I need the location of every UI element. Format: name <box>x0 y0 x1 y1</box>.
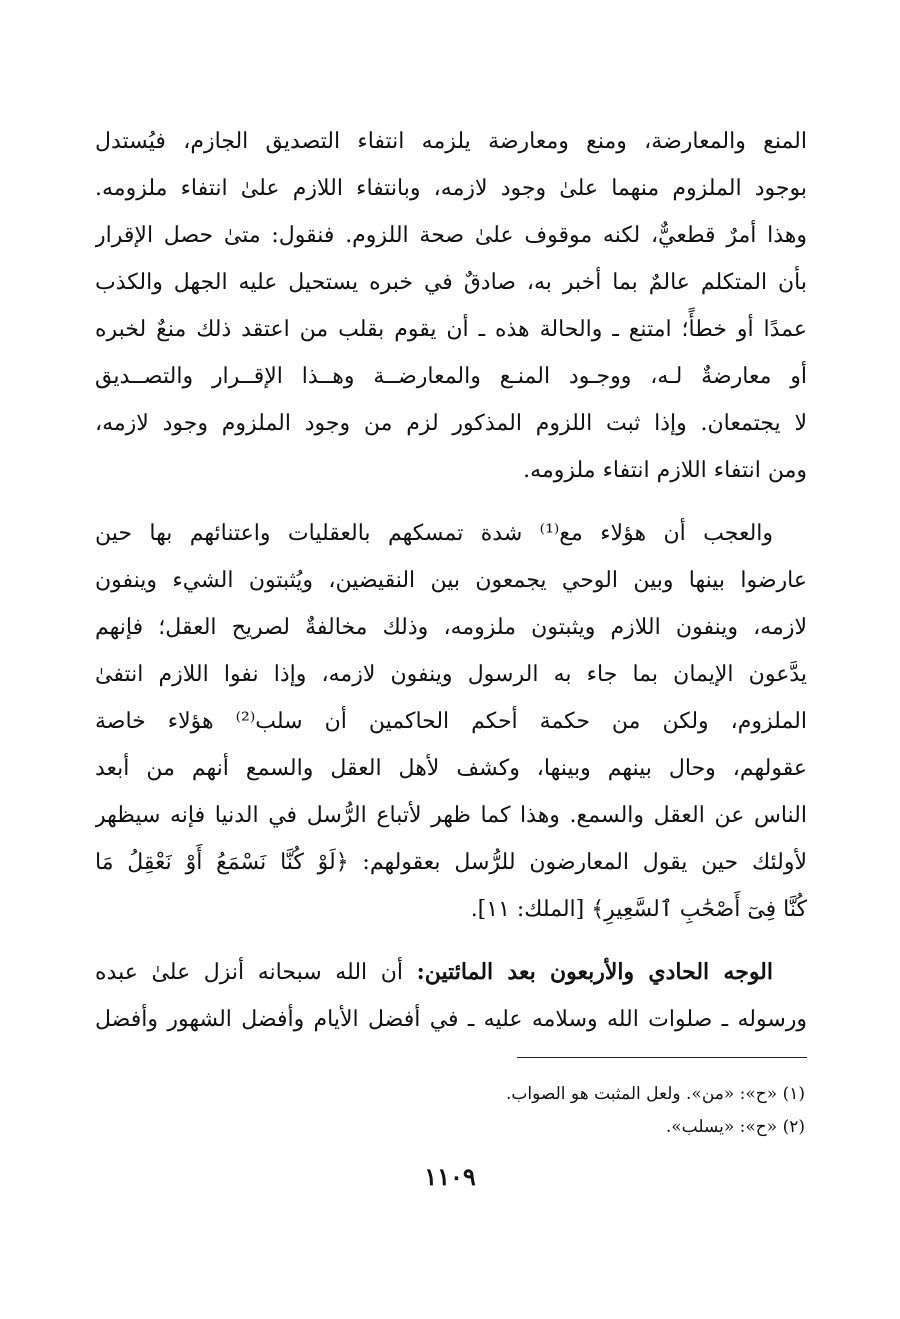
heading-line-rest: أن الله سبحانه أنزل علىٰ عبده <box>95 960 404 985</box>
text-line: ومن انتفاء اللازم انتفاء ملزومه. <box>523 458 807 483</box>
text-line: ورسوله ـ صلوات الله وسلامه عليه ـ في أفضل الأيام وأفضل الشهور وأفضل <box>95 1007 807 1032</box>
text-line: عمدًا أو خطأً؛ امتنع ـ والحالة هذه ـ أن يقوم بقلب من اعتقد ذلك منعٌ لخبره <box>95 317 807 342</box>
text-line: عقولهم، وحال بينهم وبينها، وكشف لأهل العقل والسمع أنهم من أبعد <box>95 756 807 781</box>
section-heading: الوجه الحادي والأربعون بعد المائتين: <box>416 959 773 985</box>
text-line: لازمه، وينفون اللازم ويثبتون ملزومه، وذلك مخالفةٌ لصريح العقل؛ فإنهم <box>95 615 807 640</box>
page-body <box>95 118 807 1043</box>
text-line: الناس عن العقل والسمع. وهذا كما ظهر لأتباع الرُّسل في الدنيا فإنه سيظهر <box>95 803 807 828</box>
text-line: بوجود الملزوم منهما علىٰ وجود لازمه، وبانتفاء اللازم علىٰ انتفاء ملزومه. <box>95 176 807 201</box>
text-line: أو معارضةٌ لـه، ووجـود المنـع والمعارضــة وهــذا الإقــرار والتصــديق <box>95 364 807 389</box>
paragraph-gap <box>95 933 807 949</box>
text-line: الملزوم، ولكن من حكمة أحكم الحاكمين أن سلب⁽²⁾ هؤلاء خاصة <box>95 709 807 734</box>
text-line: المنع والمعارضة، ومنع ومعارضة يلزمه انتفاء التصديق الجازم، فيُستدل <box>95 129 807 154</box>
text-line <box>95 949 807 996</box>
text-line: والعجب أن هؤلاء مع⁽¹⁾ شدة تمسكهم بالعقليات واعتنائهم بها حين <box>95 521 774 546</box>
footnotes <box>205 1078 805 1144</box>
paragraph-1 <box>95 118 807 494</box>
quran-verse-line: كُنَّا فِىٓ أَصْحَٰبِ ٱلسَّعِيرِ﴾ [الملك: ١١]. <box>470 897 807 922</box>
text-line: بأن المتكلم عالمٌ بما أخبر به، صادقٌ في خبره يستحيل عليه الجهل والكذب <box>95 270 807 295</box>
text-line: لا يجتمعان. وإذا ثبت اللزوم المذكور لزم من وجود الملزوم وجود لازمه، <box>95 411 807 436</box>
quran-verse-line: لأولئك حين يقول المعارضون للرُّسل بعقولهم: ﴿لَوْ كُنَّا نَسْمَعُ أَوْ نَعْقِلُ مَا <box>95 850 807 875</box>
page-number: ١١٠٩ <box>424 1162 476 1191</box>
footnote-divider <box>517 1057 807 1058</box>
footnote-2: (٢) «ح»: «يسلب». <box>665 1117 805 1137</box>
paragraph-gap <box>95 494 807 510</box>
footnote-1: (١) «ح»: «من». ولعل المثبت هو الصواب. <box>505 1084 805 1104</box>
text-line: وهذا أمرٌ قطعيٌّ، لكنه موقوف علىٰ صحة اللزوم. فنقول: متىٰ حصل الإقرار <box>95 223 807 248</box>
text-line: عارضوا بينها وبين الوحي يجمعون بين النقيضين، ويُثبتون الشيء وينفون <box>95 568 807 593</box>
paragraph-2 <box>95 510 807 933</box>
text-line: يدَّعون الإيمان بما جاء به الرسول وينفون لازمه، وإذا نفوا اللازم انتفىٰ <box>95 662 807 687</box>
paragraph-3 <box>95 949 807 1043</box>
